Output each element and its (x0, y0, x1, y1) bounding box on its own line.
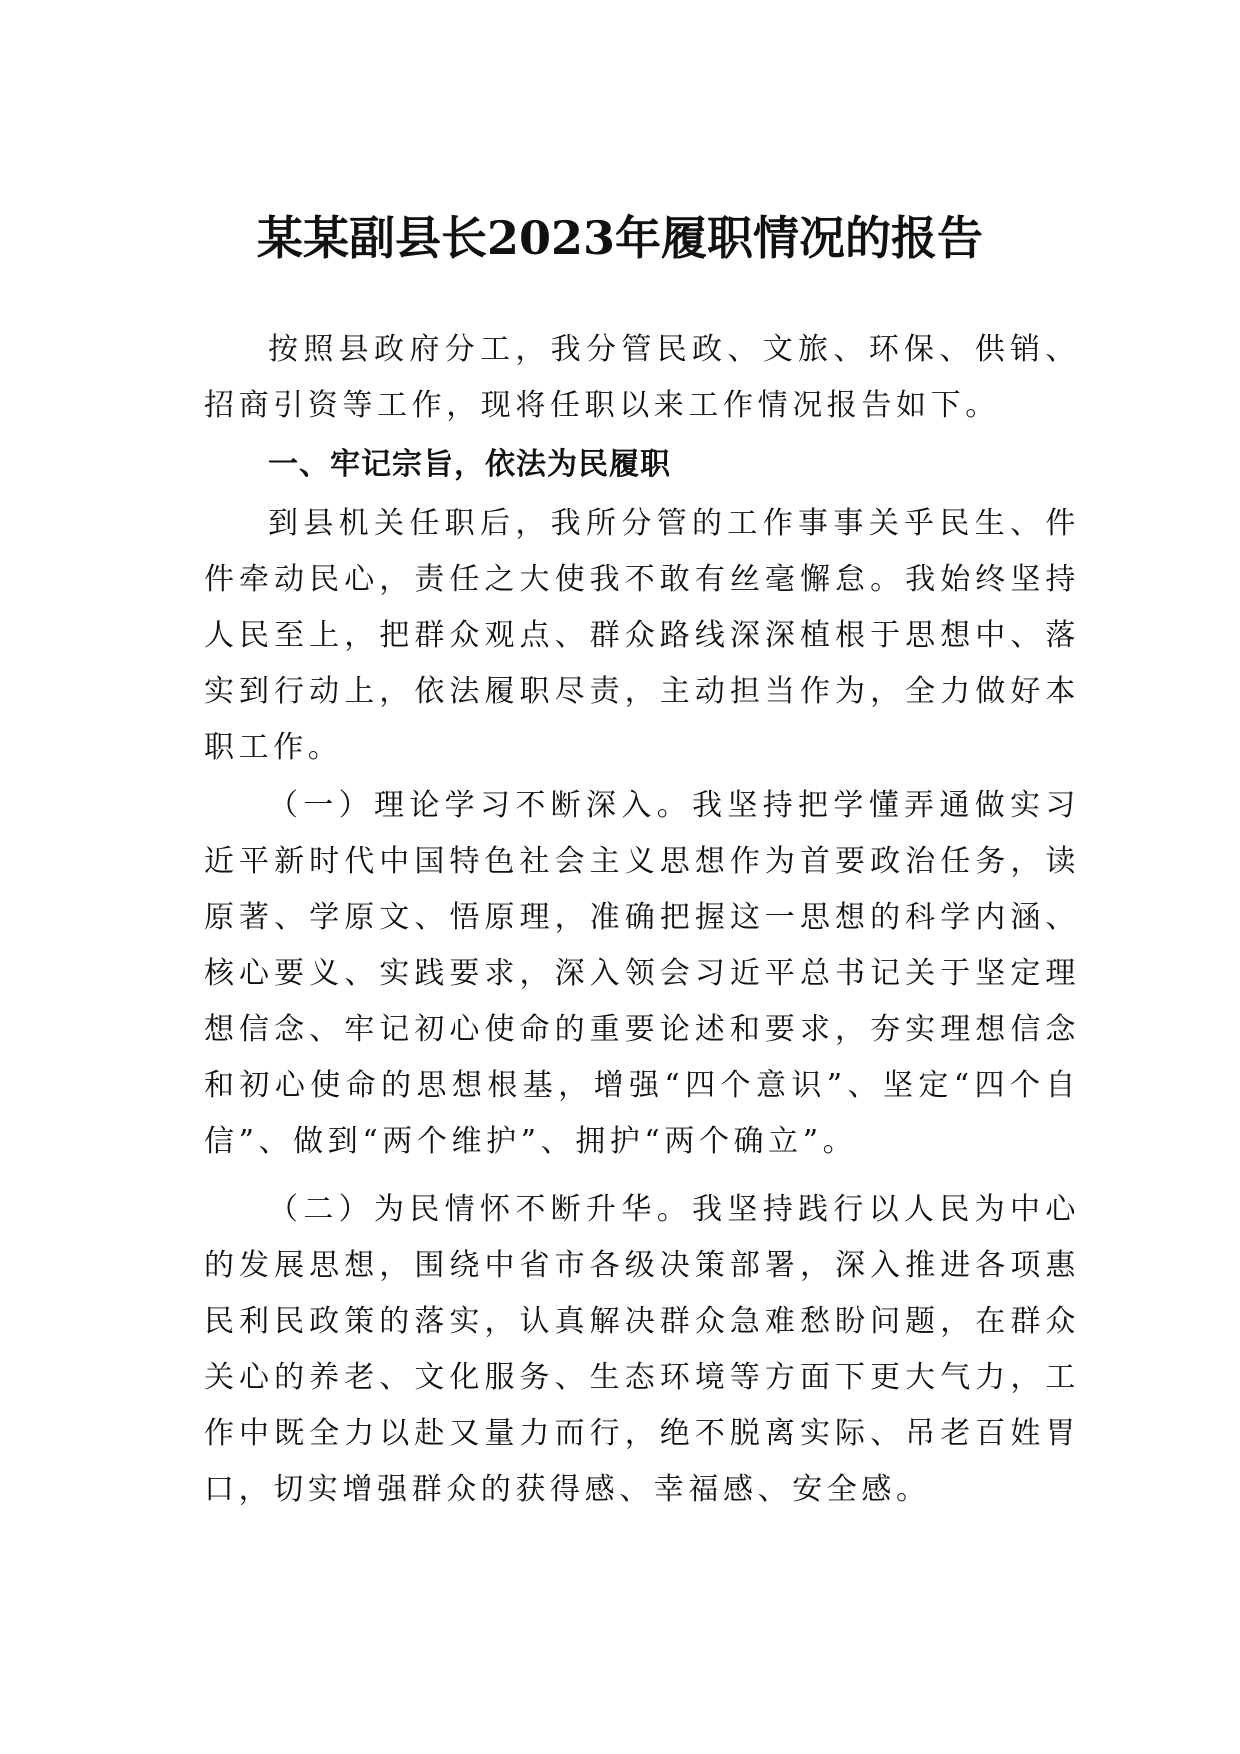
paragraph-spacer (204, 1170, 1080, 1182)
item-2-paragraph: （二）为民情怀不断升华。我坚持践行以人民为中心的发展思想，围绕中省市各级决策部署，深入推进各项惠民利民政策的落实，认真解决群众急难愁盼问题，在群众关心的养老、文化服务、生态环境等方面下更大气力，工作中既全力以赴又量力而行，绝不脱离实际、吊老百姓胃口，切实增强群众的获得感、幸福感、安全感。 (204, 1192, 1080, 1507)
section-heading-1: 一、牢记宗旨，依法为民履职 (268, 447, 671, 482)
section-1-paragraph: 到县机关任职后，我所分管的工作事事关乎民生、件件牵动民心，责任之大使我不敢有丝毫懈怠。我始终坚持人民至上，把群众观点、群众路线深深植根于思想中、落实到行动上，依法履职尽责，主动担当作为，全力做好本职工作。 (204, 506, 1080, 765)
document-body (204, 322, 1080, 1518)
item-1-paragraph: （一）理论学习不断深入。我坚持把学懂弄通做实习近平新时代中国特色社会主义思想作为首要政治任务，读原著、学原文、悟原理，准确把握这一思想的科学内涵、核心要义、实践要求，深入领会习近平总书记关于坚定理想信念、牢记初心使命的重要论述和要求，夯实理想信念和初心使命的思想根基，增强“四个意识”、坚定“四个自信”、做到“两个维护”、拥护“两个确立”。 (204, 788, 1080, 1159)
document-title: 某某副县长2023年履职情况的报告 (256, 211, 984, 265)
intro-paragraph: 按照县政府分工，我分管民政、文旅、环保、供销、招商引资等工作，现将任职以来工作情况报告如下。 (204, 332, 1080, 423)
